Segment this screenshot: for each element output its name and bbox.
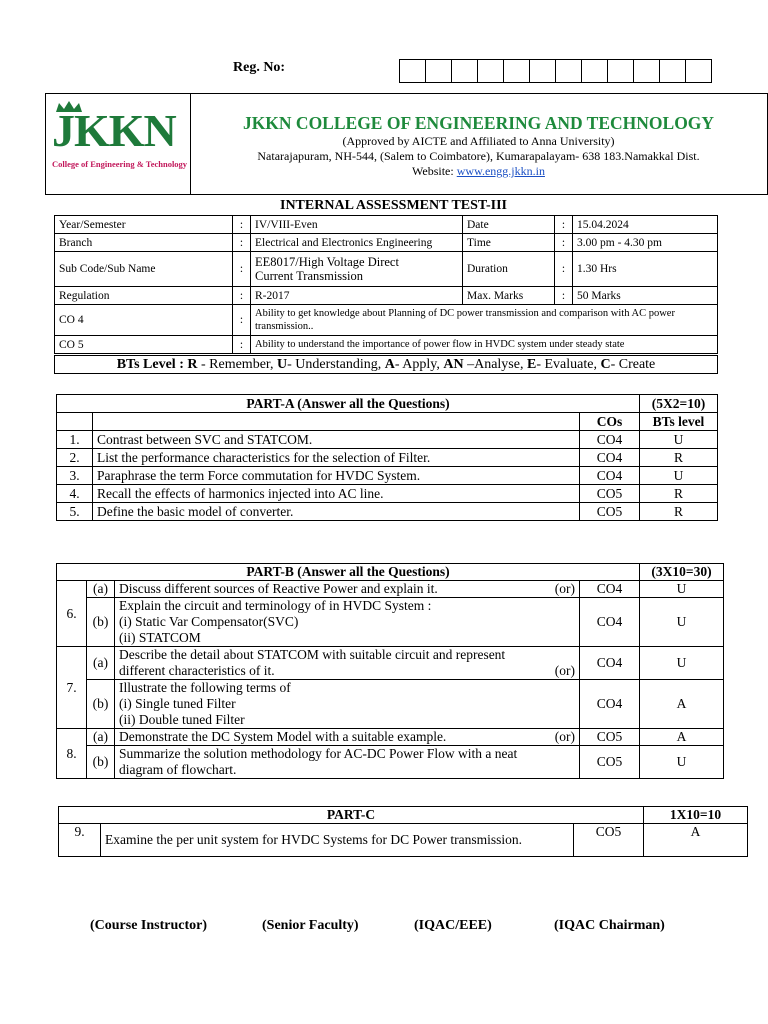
exam-details-table <box>54 215 718 354</box>
reg-no-digit-box[interactable] <box>659 59 686 83</box>
question-line-with-or <box>119 663 575 679</box>
question-line: (i) Single tuned Filter <box>119 696 236 711</box>
reg-no-digit-box[interactable] <box>607 59 634 83</box>
question-line: (ii) STATCOM <box>119 630 201 645</box>
question-text: Examine the per unit system for HVDC Systems for DC Power transmission. <box>101 824 574 857</box>
table-row <box>57 680 724 729</box>
co-cell: CO5 <box>580 729 640 746</box>
detail-colon: : <box>233 234 251 252</box>
college-name: JKKN COLLEGE OF ENGINEERING AND TECHNOLOGY <box>242 113 715 133</box>
empty-cell <box>93 413 580 431</box>
bts-meaning: - Apply, <box>394 357 444 372</box>
reg-no-digit-box[interactable] <box>529 59 556 83</box>
bt-cell: U <box>640 746 724 779</box>
detail-colon: : <box>555 287 573 305</box>
reg-no-digit-box[interactable] <box>581 59 608 83</box>
detail-value: R-2017 <box>251 287 463 305</box>
question-text: Contrast between SVC and STATCOM. <box>93 431 580 449</box>
co-cell: CO5 <box>580 746 640 779</box>
bts-prefix: BTs Level : <box>116 357 188 372</box>
detail-colon: : <box>555 234 573 252</box>
detail-value <box>251 252 463 287</box>
part-c-title: PART-C <box>59 807 644 824</box>
bt-cell: U <box>640 467 718 485</box>
bt-cell: R <box>640 449 718 467</box>
table-row <box>55 287 718 305</box>
question-text: Define the basic model of converter. <box>93 503 580 521</box>
part-c-table <box>58 806 748 857</box>
co-cell: CO5 <box>574 824 644 857</box>
bts-key: A <box>384 357 395 372</box>
detail-label: CO 4 <box>55 305 233 336</box>
question-number: 5. <box>57 503 93 521</box>
sub-name-line: EE8017/High Voltage Direct <box>255 255 399 269</box>
detail-colon: : <box>555 216 573 234</box>
question-text <box>115 581 580 598</box>
test-title: INTERNAL ASSESSMENT TEST-III <box>280 198 507 213</box>
question-line: Summarize the solution methodology for AC-DC Power Flow with a neat <box>119 746 518 761</box>
detail-value: 3.00 pm - 4.30 pm <box>573 234 718 252</box>
question-line: diagram of flowchart. <box>119 762 237 777</box>
college-website-line <box>190 164 767 179</box>
detail-label: Sub Code/Sub Name <box>55 252 233 287</box>
college-logo <box>46 94 191 194</box>
question-number: 9. <box>59 824 101 857</box>
website-link[interactable]: www.engg.jkkn.in <box>456 164 545 178</box>
question-number: 4. <box>57 485 93 503</box>
table-row <box>57 647 724 680</box>
co-cell: CO5 <box>580 503 640 521</box>
bt-cell: A <box>640 680 724 729</box>
co-cell: CO4 <box>580 680 640 729</box>
or-label: (or) <box>554 663 575 678</box>
sub-name-line: Current Transmission <box>255 269 364 283</box>
table-row <box>55 252 718 287</box>
detail-colon: : <box>555 252 573 287</box>
detail-value: 50 Marks <box>573 287 718 305</box>
question-line: (i) Static Var Compensator(SVC) <box>119 614 299 629</box>
part-a-title: PART-A (Answer all the Questions) <box>57 395 640 413</box>
signature-course-instructor: (Course Instructor) <box>90 918 208 933</box>
reg-no-digit-box[interactable] <box>399 59 426 83</box>
detail-colon: : <box>233 216 251 234</box>
option-label: (a) <box>87 581 115 598</box>
table-row <box>57 746 724 779</box>
signature-senior-faculty: (Senior Faculty) <box>262 918 359 933</box>
question-line: Demonstrate the DC System Model with a suitable example. <box>119 729 447 744</box>
table-row <box>55 305 718 336</box>
or-label: (or) <box>554 581 575 596</box>
bts-meaning: - Understanding, <box>287 357 385 372</box>
detail-colon: : <box>233 252 251 287</box>
table-row <box>57 485 718 503</box>
website-label: Website: <box>412 164 457 178</box>
detail-colon: : <box>233 336 251 354</box>
question-text <box>115 680 580 729</box>
option-label: (b) <box>87 680 115 729</box>
table-row <box>55 216 718 234</box>
table-row <box>57 449 718 467</box>
co4-description: Ability to get knowledge about Planning of DC power transmission and comparison with AC power transmission.. <box>251 305 718 336</box>
co-cell: CO4 <box>580 449 640 467</box>
option-label: (b) <box>87 746 115 779</box>
table-row <box>57 413 718 431</box>
bt-cell: U <box>640 598 724 647</box>
bt-cell: A <box>640 729 724 746</box>
table-row <box>57 564 724 581</box>
reg-no-digit-box[interactable] <box>503 59 530 83</box>
detail-label: Year/Semester <box>55 216 233 234</box>
bt-cell: U <box>640 647 724 680</box>
bts-key: C <box>600 357 611 372</box>
reg-no-digit-box[interactable] <box>477 59 504 83</box>
question-line: Illustrate the following terms of <box>119 680 291 695</box>
table-row <box>57 467 718 485</box>
reg-no-digit-box[interactable] <box>555 59 582 83</box>
question-text <box>115 647 580 680</box>
detail-label: Date <box>463 216 555 234</box>
part-c-marks: 1X10=10 <box>644 807 748 824</box>
table-row <box>55 234 718 252</box>
detail-colon: : <box>233 287 251 305</box>
college-info <box>190 94 767 179</box>
detail-label: Duration <box>463 252 555 287</box>
question-text <box>115 746 580 779</box>
part-b-table <box>56 563 724 779</box>
bt-cell: R <box>640 485 718 503</box>
question-text <box>115 598 580 647</box>
detail-value: 15.04.2024 <box>573 216 718 234</box>
college-approval: (Approved by AICTE and Affiliated to Anna University) <box>342 134 615 148</box>
question-number: 8. <box>57 729 87 779</box>
co-cell: CO4 <box>580 467 640 485</box>
question-text: Recall the effects of harmonics injected into AC line. <box>93 485 580 503</box>
bts-key: E <box>526 357 537 372</box>
table-row <box>57 395 718 413</box>
college-header <box>45 93 768 195</box>
table-row <box>55 336 718 354</box>
college-address: Natarajapuram, NH-544, (Salem to Coimbatore), Kumarapalayam- 638 183.Namakkal Dist. <box>257 149 700 163</box>
logo-text: JKKN <box>52 105 176 156</box>
co-cell: CO4 <box>580 581 640 598</box>
reg-no-digit-box[interactable] <box>451 59 478 83</box>
question-number: 7. <box>57 647 87 729</box>
reg-no-digit-box[interactable] <box>425 59 452 83</box>
or-label: (or) <box>554 729 575 744</box>
part-b-title: PART-B (Answer all the Questions) <box>57 564 640 581</box>
detail-label: Time <box>463 234 555 252</box>
bt-cell: U <box>640 581 724 598</box>
question-line: (ii) Double tuned Filter <box>119 712 245 727</box>
signature-iqac-chairman: (IQAC Chairman) <box>554 918 665 933</box>
co-cell: CO4 <box>580 598 640 647</box>
part-a-marks: (5X2=10) <box>640 395 718 413</box>
reg-no-boxes[interactable] <box>400 59 712 83</box>
reg-no-label: Reg. No: <box>233 60 286 75</box>
question-line: different characteristics of it. <box>119 663 275 678</box>
part-b-marks: (3X10=30) <box>640 564 724 581</box>
question-text: List the performance characteristics for the selection of Filter. <box>93 449 580 467</box>
question-line: Explain the circuit and terminology of in HVDC System : <box>119 598 432 613</box>
table-row <box>57 431 718 449</box>
table-row <box>57 503 718 521</box>
table-row <box>59 807 748 824</box>
bts-items <box>187 357 655 372</box>
bts-meaning: - Evaluate, <box>536 357 601 372</box>
bts-level-legend <box>54 355 718 374</box>
bts-meaning: - Create <box>610 357 656 372</box>
question-text <box>115 729 580 746</box>
bt-cell: U <box>640 431 718 449</box>
bt-cell: A <box>644 824 748 857</box>
co-cell: CO4 <box>580 647 640 680</box>
bts-key: R <box>187 357 198 372</box>
part-a-table <box>56 394 718 521</box>
co5-description: Ability to understand the importance of power flow in HVDC system under steady state <box>251 336 718 354</box>
part-a-questions <box>57 431 718 521</box>
col-bts: BTs level <box>640 413 718 431</box>
bt-cell: R <box>640 503 718 521</box>
reg-no-digit-box[interactable] <box>685 59 712 83</box>
table-row <box>57 581 724 598</box>
co-cell: CO5 <box>580 485 640 503</box>
reg-no-digit-box[interactable] <box>633 59 660 83</box>
question-number: 1. <box>57 431 93 449</box>
detail-label: CO 5 <box>55 336 233 354</box>
option-label: (a) <box>87 729 115 746</box>
question-line: Describe the detail about STATCOM with suitable circuit and represent <box>119 647 506 662</box>
table-row <box>57 598 724 647</box>
signature-iqac-eee: (IQAC/EEE) <box>414 918 492 933</box>
col-cos: COs <box>580 413 640 431</box>
question-line: Discuss different sources of Reactive Power and explain it. <box>119 581 438 596</box>
table-row <box>57 729 724 746</box>
detail-label: Max. Marks <box>463 287 555 305</box>
question-number: 3. <box>57 467 93 485</box>
detail-label: Branch <box>55 234 233 252</box>
question-number: 2. <box>57 449 93 467</box>
logo-tagline: College of Engineering & Technology <box>52 159 188 169</box>
detail-value: 1.30 Hrs <box>573 252 718 287</box>
co-cell: CO4 <box>580 431 640 449</box>
question-number: 6. <box>57 581 87 647</box>
option-label: (b) <box>87 598 115 647</box>
bts-meaning: –Analyse, <box>463 357 527 372</box>
detail-value: IV/VIII-Even <box>251 216 463 234</box>
option-label: (a) <box>87 647 115 680</box>
bts-key: AN <box>443 357 464 372</box>
bts-meaning: - Remember, <box>197 357 278 372</box>
empty-cell <box>57 413 93 431</box>
detail-value: Electrical and Electronics Engineering <box>251 234 463 252</box>
bts-key: U <box>277 357 288 372</box>
detail-label: Regulation <box>55 287 233 305</box>
question-text: Paraphrase the term Force commutation for HVDC System. <box>93 467 580 485</box>
table-row <box>59 824 748 857</box>
detail-colon: : <box>233 305 251 336</box>
